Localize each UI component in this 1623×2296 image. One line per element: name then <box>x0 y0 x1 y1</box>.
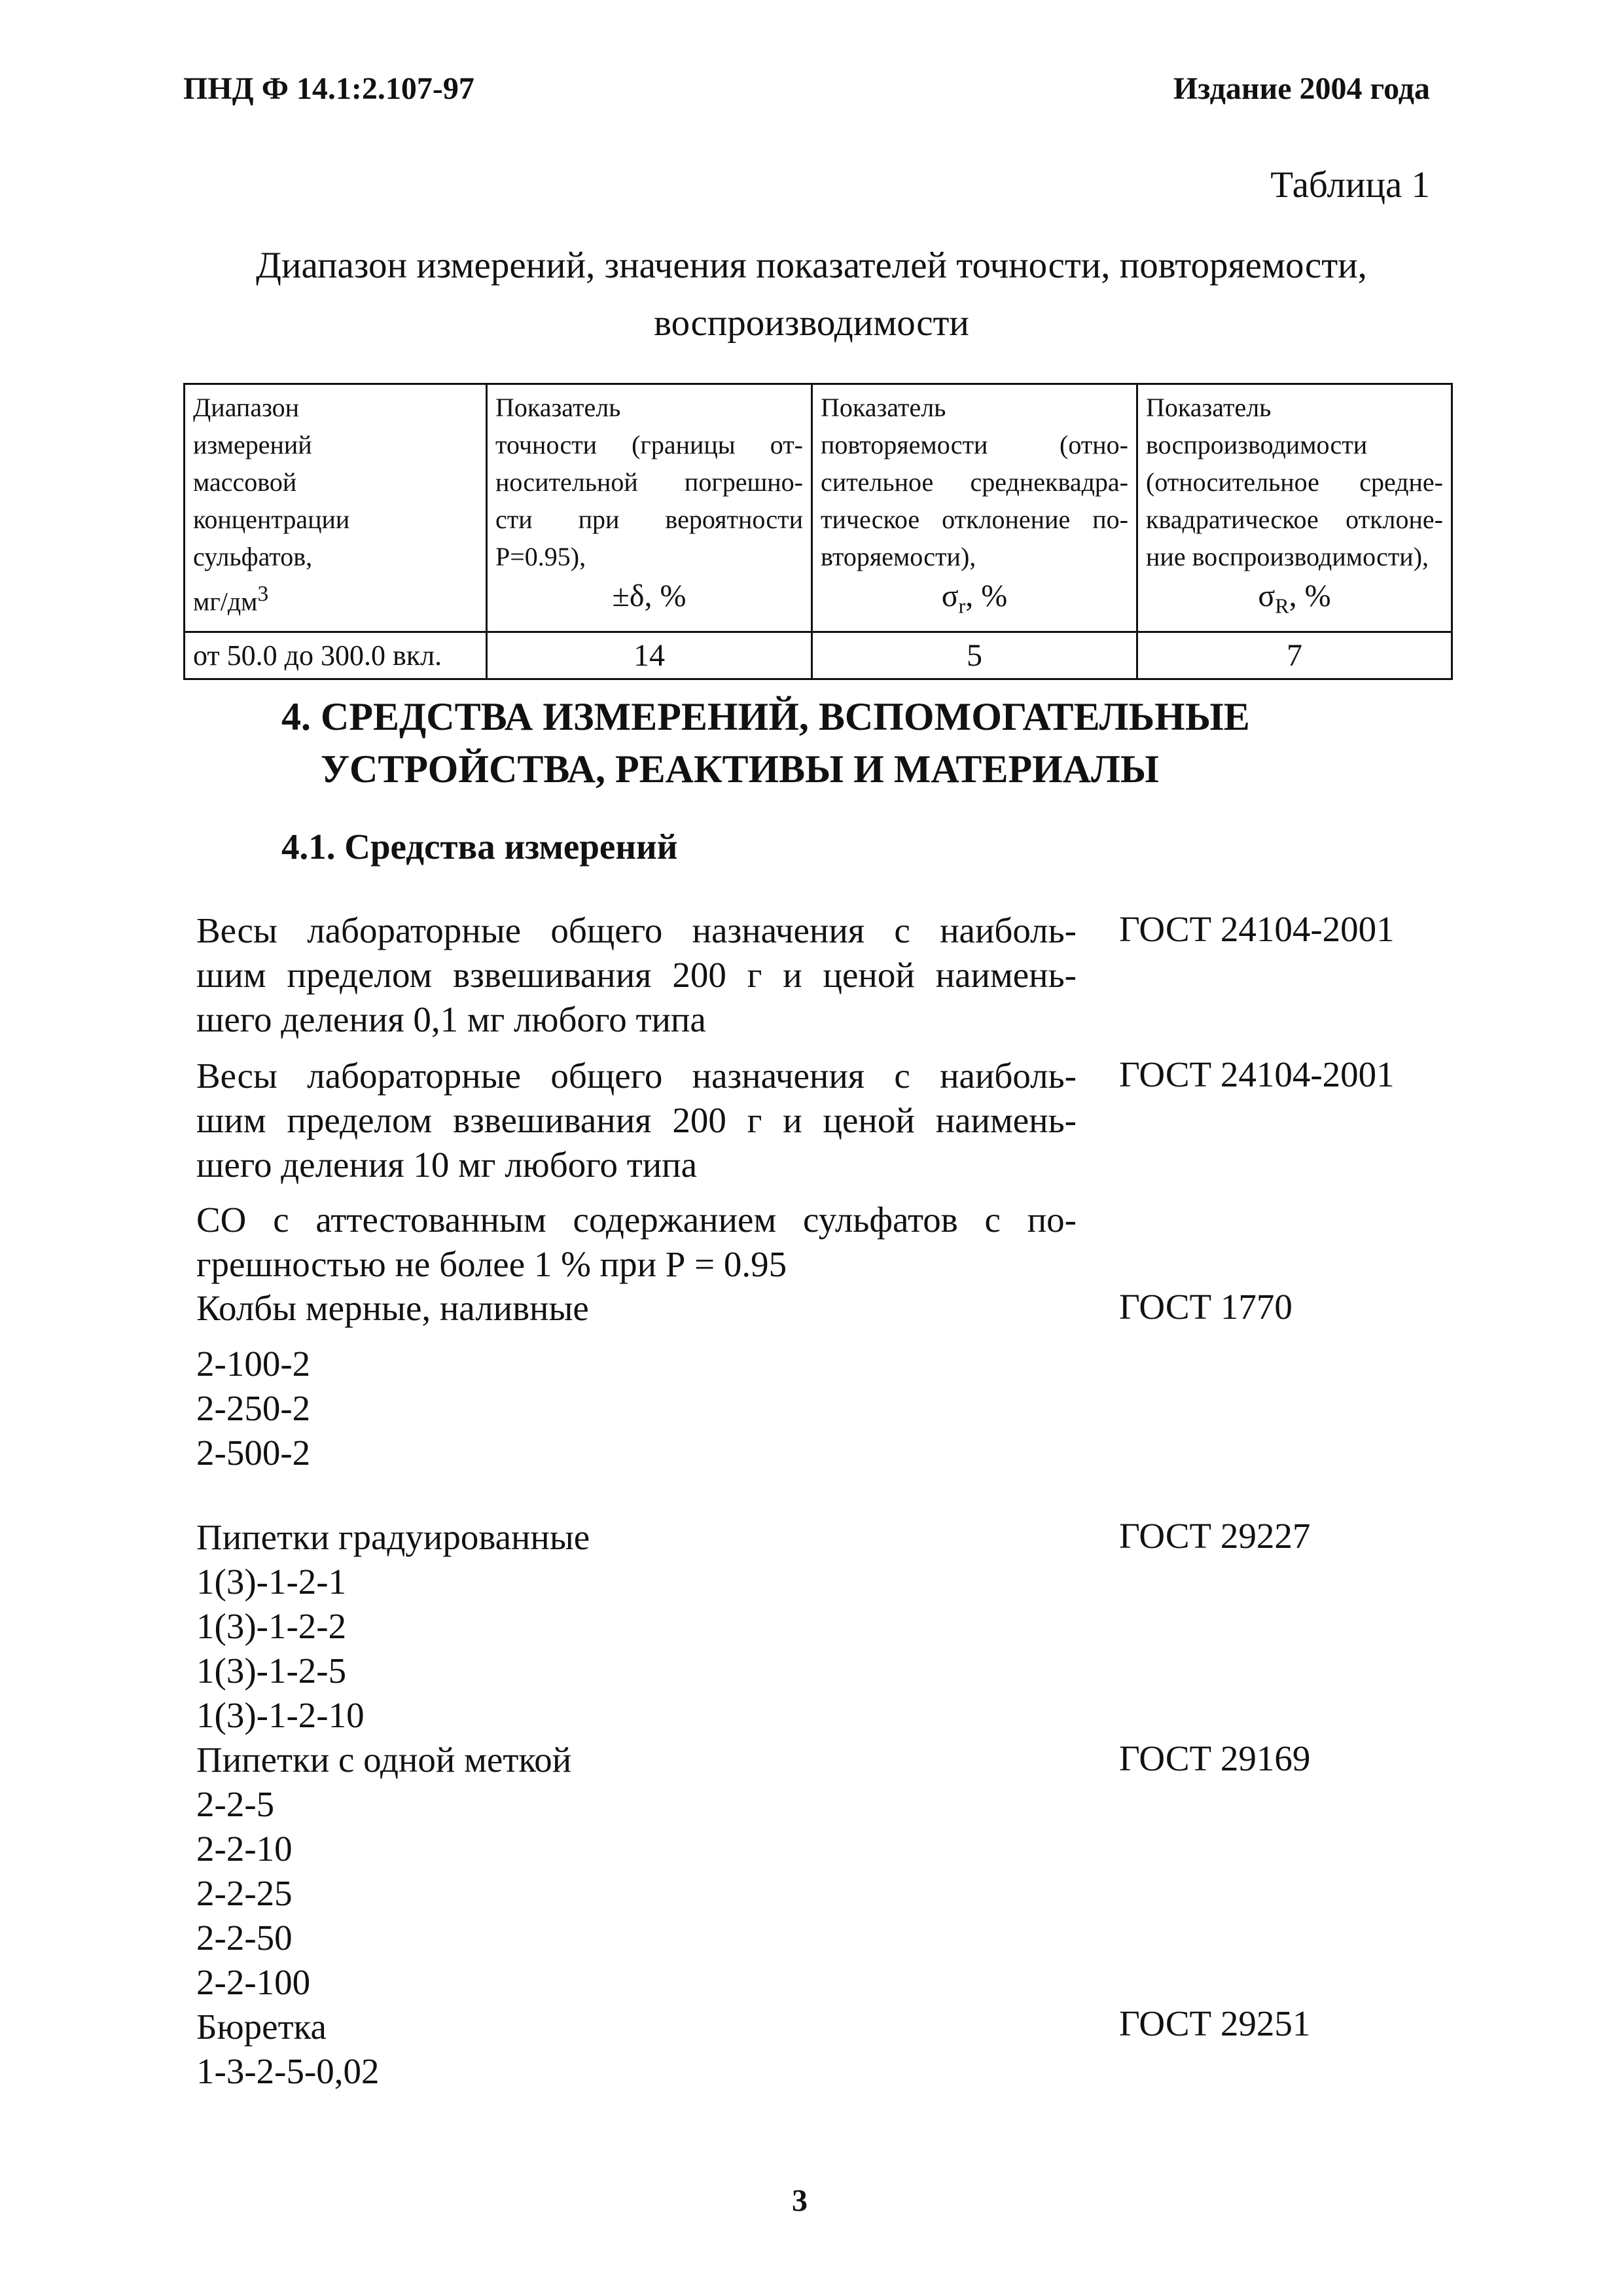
flask-types <box>196 1342 310 1475</box>
header-reproducibility-line: воспроизводимости <box>1146 430 1368 459</box>
header-repeatability <box>812 384 1137 632</box>
accuracy-symbol: ±δ, % <box>612 579 687 613</box>
gost-ref-scales-1: ГОСТ 24104-2001 <box>1119 909 1395 949</box>
pipette-type: 1(3)-1-2-2 <box>196 1606 347 1646</box>
item-line: шим пределом взвешивания 200 г и ценой наимень- <box>196 955 1077 995</box>
header-accuracy-line: Показатель <box>495 393 621 422</box>
header-reproducibility-line: ние воспроизводимости), <box>1146 542 1429 571</box>
header-range-line: Диапазон <box>193 393 300 422</box>
unit-text: мг/дм <box>193 586 258 617</box>
flask-type: 2-100-2 <box>196 1344 311 1384</box>
table-title-line-1: Диапазон измерений, значения показателей точности, повторяемости, <box>256 245 1367 286</box>
cell-reproducibility: 7 <box>1137 632 1452 679</box>
item-line: грешностью не более 1 % при Р = 0.95 <box>196 1244 787 1284</box>
table-row <box>185 632 1452 679</box>
item-line: СО с аттестованным содержанием сульфатов с по- <box>196 1200 1077 1240</box>
header-range-line: измерений <box>193 430 312 459</box>
flask-type: 2-250-2 <box>196 1388 311 1428</box>
list-item-scales-2 <box>196 1054 1077 1187</box>
pipette-type: 1(3)-1-2-1 <box>196 1562 347 1602</box>
sigma-symbol: σ <box>941 579 959 613</box>
pipette-type: 1(3)-1-2-5 <box>196 1651 347 1691</box>
list-item-reference-material <box>196 1198 1077 1287</box>
edition-year: Издание 2004 года <box>1173 71 1430 106</box>
page-number: 3 <box>792 2183 808 2218</box>
unit-exponent: 3 <box>257 582 269 606</box>
table-title-line-2: воспроизводимости <box>654 302 969 344</box>
header-repeatability-line: вторяемости), <box>821 542 976 571</box>
percent-unit: , % <box>965 579 1008 613</box>
one-mark-pipette-types <box>196 1782 310 2005</box>
header-range <box>185 384 487 632</box>
pipette-type: 2-2-10 <box>196 1829 293 1869</box>
header-repeatability-line: повторяемости (отно- <box>821 430 1128 459</box>
item-line: Весы лабораторные общего назначения с наиболь- <box>196 1056 1077 1096</box>
item-line: шим пределом взвешивания 200 г и ценой наимень- <box>196 1100 1077 1140</box>
doc-code: ПНД Ф 14.1:2.107-97 <box>183 71 474 106</box>
gost-ref-scales-2: ГОСТ 24104-2001 <box>1119 1054 1395 1094</box>
header-range-line: концентрации <box>193 505 350 534</box>
percent-unit: , % <box>1289 579 1331 613</box>
repeatability-symbol <box>821 575 1128 627</box>
gost-ref-graduated-pipettes: ГОСТ 29227 <box>1119 1516 1311 1556</box>
table-label: Таблица 1 <box>1270 164 1430 206</box>
pipette-type: 2-2-25 <box>196 1873 293 1913</box>
header-repeatability-line: сительное среднеквадра- <box>821 467 1128 497</box>
section-heading-line-2: УСТРОЙСТВА, РЕАКТИВЫ И МАТЕРИАЛЫ <box>321 747 1159 791</box>
accuracy-table <box>183 383 1453 680</box>
header-repeatability-line: тическое отклонение по- <box>821 505 1128 534</box>
gost-ref-one-mark-pipettes: ГОСТ 29169 <box>1119 1738 1311 1778</box>
pipette-type: 2-2-50 <box>196 1918 293 1958</box>
table-title <box>0 237 1623 352</box>
pipette-type: 2-2-5 <box>196 1784 275 1824</box>
item-line: шего деления 0,1 мг любого типа <box>196 999 706 1039</box>
header-reproducibility-line: квадратическое отклоне- <box>1146 505 1443 534</box>
subsection-heading: 4.1. Средства измерений <box>281 827 678 867</box>
header-accuracy <box>487 384 812 632</box>
list-item-scales-1 <box>196 908 1077 1042</box>
burette-type: 1-3-2-5-0,02 <box>196 2051 380 2091</box>
gost-ref-flasks: ГОСТ 1770 <box>1119 1287 1293 1327</box>
graduated-pipette-types <box>196 1560 365 1738</box>
pipette-type: 2-2-100 <box>196 1962 311 2002</box>
cell-repeatability: 5 <box>812 632 1137 679</box>
list-item-burette: Бюретка <box>196 2007 327 2047</box>
cell-accuracy: 14 <box>487 632 812 679</box>
item-line: шего деления 10 мг любого типа <box>196 1145 698 1185</box>
sigma-subscript: R <box>1275 594 1289 618</box>
header-accuracy-line: точности (границы от- <box>495 430 803 459</box>
pipette-type: 1(3)-1-2-10 <box>196 1695 365 1735</box>
header-accuracy-line: сти при вероятности <box>495 505 803 534</box>
sigma-symbol: σ <box>1258 579 1275 613</box>
header-range-line: сульфатов, <box>193 542 313 571</box>
flask-type: 2-500-2 <box>196 1433 311 1473</box>
header-reproducibility-line: Показатель <box>1146 393 1272 422</box>
header-accuracy-line: носительной погрешно- <box>495 467 803 497</box>
header-range-line: массовой <box>193 467 297 497</box>
list-item-flasks: Колбы мерные, наливные <box>196 1288 589 1328</box>
header-reproducibility-line: (относительное средне- <box>1146 467 1443 497</box>
list-item-graduated-pipettes: Пипетки градуированные <box>196 1517 590 1557</box>
gost-ref-burette: ГОСТ 29251 <box>1119 2003 1311 2043</box>
section-heading-line-1: 4. СРЕДСТВА ИЗМЕРЕНИЙ, ВСПОМОГАТЕЛЬНЫЕ <box>281 695 1250 738</box>
item-line: Весы лабораторные общего назначения с наиболь- <box>196 910 1077 950</box>
reproducibility-symbol <box>1146 575 1443 627</box>
sigma-subscript: r <box>958 594 966 618</box>
cell-range: от 50.0 до 300.0 вкл. <box>185 632 487 679</box>
header-reproducibility <box>1137 384 1452 632</box>
header-accuracy-line: P=0.95), <box>495 542 586 571</box>
list-item-one-mark-pipettes: Пипетки с одной меткой <box>196 1740 572 1780</box>
header-range-unit <box>193 575 478 620</box>
table-header-row <box>185 384 1452 632</box>
header-repeatability-line: Показатель <box>821 393 946 422</box>
